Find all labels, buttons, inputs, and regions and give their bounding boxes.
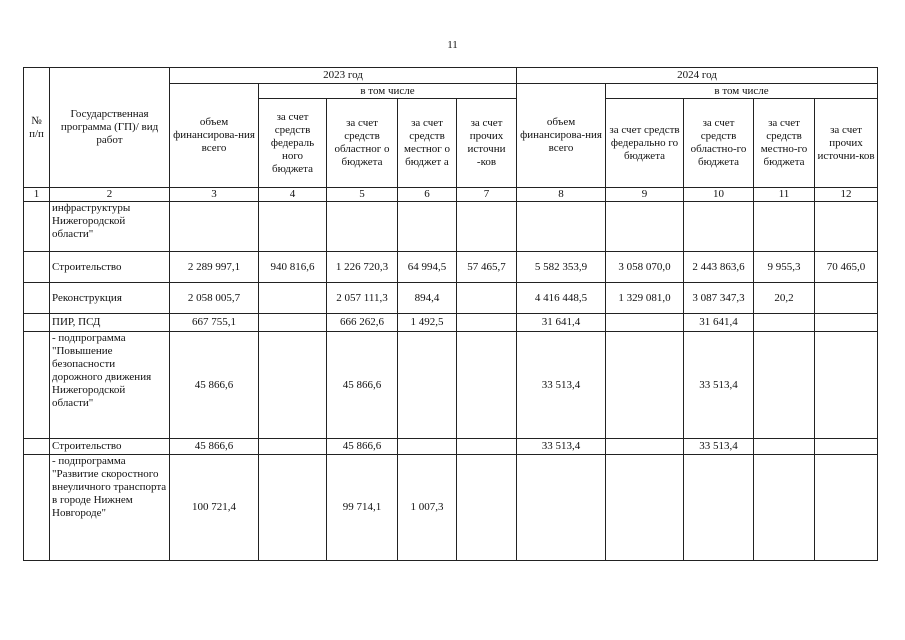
value-cell: 5 582 353,9 bbox=[517, 252, 606, 283]
value-cell bbox=[398, 439, 457, 455]
value-cell: 33 513,4 bbox=[684, 439, 754, 455]
value-cell: 1 226 720,3 bbox=[327, 252, 398, 283]
row-name: - подпрограмма "Повышение безопасности дорожного движения Нижегородской области" bbox=[50, 332, 170, 439]
col-number: 5 bbox=[327, 188, 398, 202]
value-cell: 45 866,6 bbox=[170, 439, 259, 455]
row-name: - подпрограмма "Развитие скоростного внеуличного транспорта в городе Нижнем Новгороде" bbox=[50, 455, 170, 561]
table-row bbox=[24, 314, 878, 332]
table-row bbox=[24, 283, 878, 314]
value-cell bbox=[457, 332, 517, 439]
table-row bbox=[24, 332, 878, 439]
row-name: Реконструкция bbox=[50, 283, 170, 314]
value-cell bbox=[398, 332, 457, 439]
value-cell bbox=[815, 332, 878, 439]
header-program: Государственная программа (ГП)/ вид работ bbox=[50, 68, 170, 188]
value-cell bbox=[606, 314, 684, 332]
header-oth-2024: за счет прочих источни-ков bbox=[815, 99, 878, 188]
value-cell: 100 721,4 bbox=[170, 455, 259, 561]
budget-table bbox=[23, 67, 878, 561]
row-no-cell bbox=[24, 202, 50, 252]
value-cell: 1 492,5 bbox=[398, 314, 457, 332]
header-fed-2023: за счет средств федераль ного бюджета bbox=[259, 99, 327, 188]
value-cell: 2 443 863,6 bbox=[684, 252, 754, 283]
value-cell: 31 641,4 bbox=[684, 314, 754, 332]
value-cell bbox=[606, 439, 684, 455]
value-cell bbox=[170, 202, 259, 252]
value-cell bbox=[815, 202, 878, 252]
header-year-2024: 2024 год bbox=[517, 68, 878, 84]
value-cell bbox=[517, 455, 606, 561]
col-number: 6 bbox=[398, 188, 457, 202]
column-numbers-row bbox=[24, 188, 878, 202]
value-cell bbox=[457, 455, 517, 561]
col-number: 9 bbox=[606, 188, 684, 202]
row-name: инфраструктуры Нижегородской области" bbox=[50, 202, 170, 252]
value-cell: 940 816,6 bbox=[259, 252, 327, 283]
header-loc-2024: за счет средств местно-го бюджета bbox=[754, 99, 815, 188]
header-total-2023: объем финансирова-ния всего bbox=[170, 84, 259, 188]
value-cell: 667 755,1 bbox=[170, 314, 259, 332]
value-cell bbox=[259, 455, 327, 561]
value-cell: 4 416 448,5 bbox=[517, 283, 606, 314]
value-cell: 3 087 347,3 bbox=[684, 283, 754, 314]
col-number: 10 bbox=[684, 188, 754, 202]
value-cell bbox=[684, 455, 754, 561]
value-cell: 45 866,6 bbox=[327, 439, 398, 455]
value-cell bbox=[606, 455, 684, 561]
value-cell: 3 058 070,0 bbox=[606, 252, 684, 283]
value-cell: 20,2 bbox=[754, 283, 815, 314]
value-cell bbox=[684, 202, 754, 252]
header-total-2024: объем финансирова-ния всего bbox=[517, 84, 606, 188]
table-row bbox=[24, 439, 878, 455]
value-cell bbox=[815, 439, 878, 455]
col-number: 8 bbox=[517, 188, 606, 202]
header-no: № п/п bbox=[24, 68, 50, 188]
value-cell bbox=[457, 202, 517, 252]
value-cell bbox=[327, 202, 398, 252]
value-cell: 64 994,5 bbox=[398, 252, 457, 283]
value-cell: 99 714,1 bbox=[327, 455, 398, 561]
value-cell bbox=[259, 283, 327, 314]
row-no-cell bbox=[24, 283, 50, 314]
col-number: 1 bbox=[24, 188, 50, 202]
page-number: 11 bbox=[447, 39, 458, 51]
value-cell bbox=[457, 439, 517, 455]
table-row bbox=[24, 252, 878, 283]
header-incl-2023: в том числе bbox=[259, 84, 517, 99]
col-number: 12 bbox=[815, 188, 878, 202]
value-cell bbox=[606, 202, 684, 252]
value-cell: 31 641,4 bbox=[517, 314, 606, 332]
value-cell bbox=[754, 455, 815, 561]
header-row-years bbox=[24, 68, 878, 84]
header-incl-2024: в том числе bbox=[606, 84, 878, 99]
row-no-cell bbox=[24, 332, 50, 439]
value-cell bbox=[754, 202, 815, 252]
value-cell: 33 513,4 bbox=[684, 332, 754, 439]
header-year-2023: 2023 год bbox=[170, 68, 517, 84]
value-cell bbox=[754, 332, 815, 439]
header-oth-2023: за счет прочих источни -ков bbox=[457, 99, 517, 188]
row-no-cell bbox=[24, 455, 50, 561]
value-cell: 70 465,0 bbox=[815, 252, 878, 283]
value-cell bbox=[457, 314, 517, 332]
row-no-cell bbox=[24, 439, 50, 455]
value-cell: 33 513,4 bbox=[517, 332, 606, 439]
value-cell bbox=[754, 439, 815, 455]
value-cell bbox=[259, 439, 327, 455]
value-cell: 666 262,6 bbox=[327, 314, 398, 332]
row-name: Строительство bbox=[50, 439, 170, 455]
value-cell: 45 866,6 bbox=[170, 332, 259, 439]
value-cell bbox=[815, 455, 878, 561]
value-cell: 2 289 997,1 bbox=[170, 252, 259, 283]
col-number: 2 bbox=[50, 188, 170, 202]
value-cell: 45 866,6 bbox=[327, 332, 398, 439]
col-number: 3 bbox=[170, 188, 259, 202]
header-loc-2023: за счет средств местног о бюджет а bbox=[398, 99, 457, 188]
table-row bbox=[24, 202, 878, 252]
value-cell: 33 513,4 bbox=[517, 439, 606, 455]
value-cell bbox=[259, 314, 327, 332]
value-cell: 1 007,3 bbox=[398, 455, 457, 561]
value-cell bbox=[517, 202, 606, 252]
value-cell: 2 058 005,7 bbox=[170, 283, 259, 314]
value-cell: 57 465,7 bbox=[457, 252, 517, 283]
col-number: 7 bbox=[457, 188, 517, 202]
value-cell bbox=[754, 314, 815, 332]
header-fed-2024: за счет средств федерально го бюджета bbox=[606, 99, 684, 188]
row-no-cell bbox=[24, 252, 50, 283]
value-cell: 1 329 081,0 bbox=[606, 283, 684, 314]
row-no-cell bbox=[24, 314, 50, 332]
row-name: Строительство bbox=[50, 252, 170, 283]
value-cell: 9 955,3 bbox=[754, 252, 815, 283]
row-name: ПИР, ПСД bbox=[50, 314, 170, 332]
header-reg-2023: за счет средств областног о бюджета bbox=[327, 99, 398, 188]
col-number: 4 bbox=[259, 188, 327, 202]
value-cell: 894,4 bbox=[398, 283, 457, 314]
table-row bbox=[24, 455, 878, 561]
value-cell bbox=[606, 332, 684, 439]
header-reg-2024: за счет средств областно-го бюджета bbox=[684, 99, 754, 188]
value-cell bbox=[457, 283, 517, 314]
col-number: 11 bbox=[754, 188, 815, 202]
value-cell bbox=[259, 202, 327, 252]
value-cell bbox=[398, 202, 457, 252]
value-cell bbox=[259, 332, 327, 439]
value-cell: 2 057 111,3 bbox=[327, 283, 398, 314]
value-cell bbox=[815, 283, 878, 314]
value-cell bbox=[815, 314, 878, 332]
